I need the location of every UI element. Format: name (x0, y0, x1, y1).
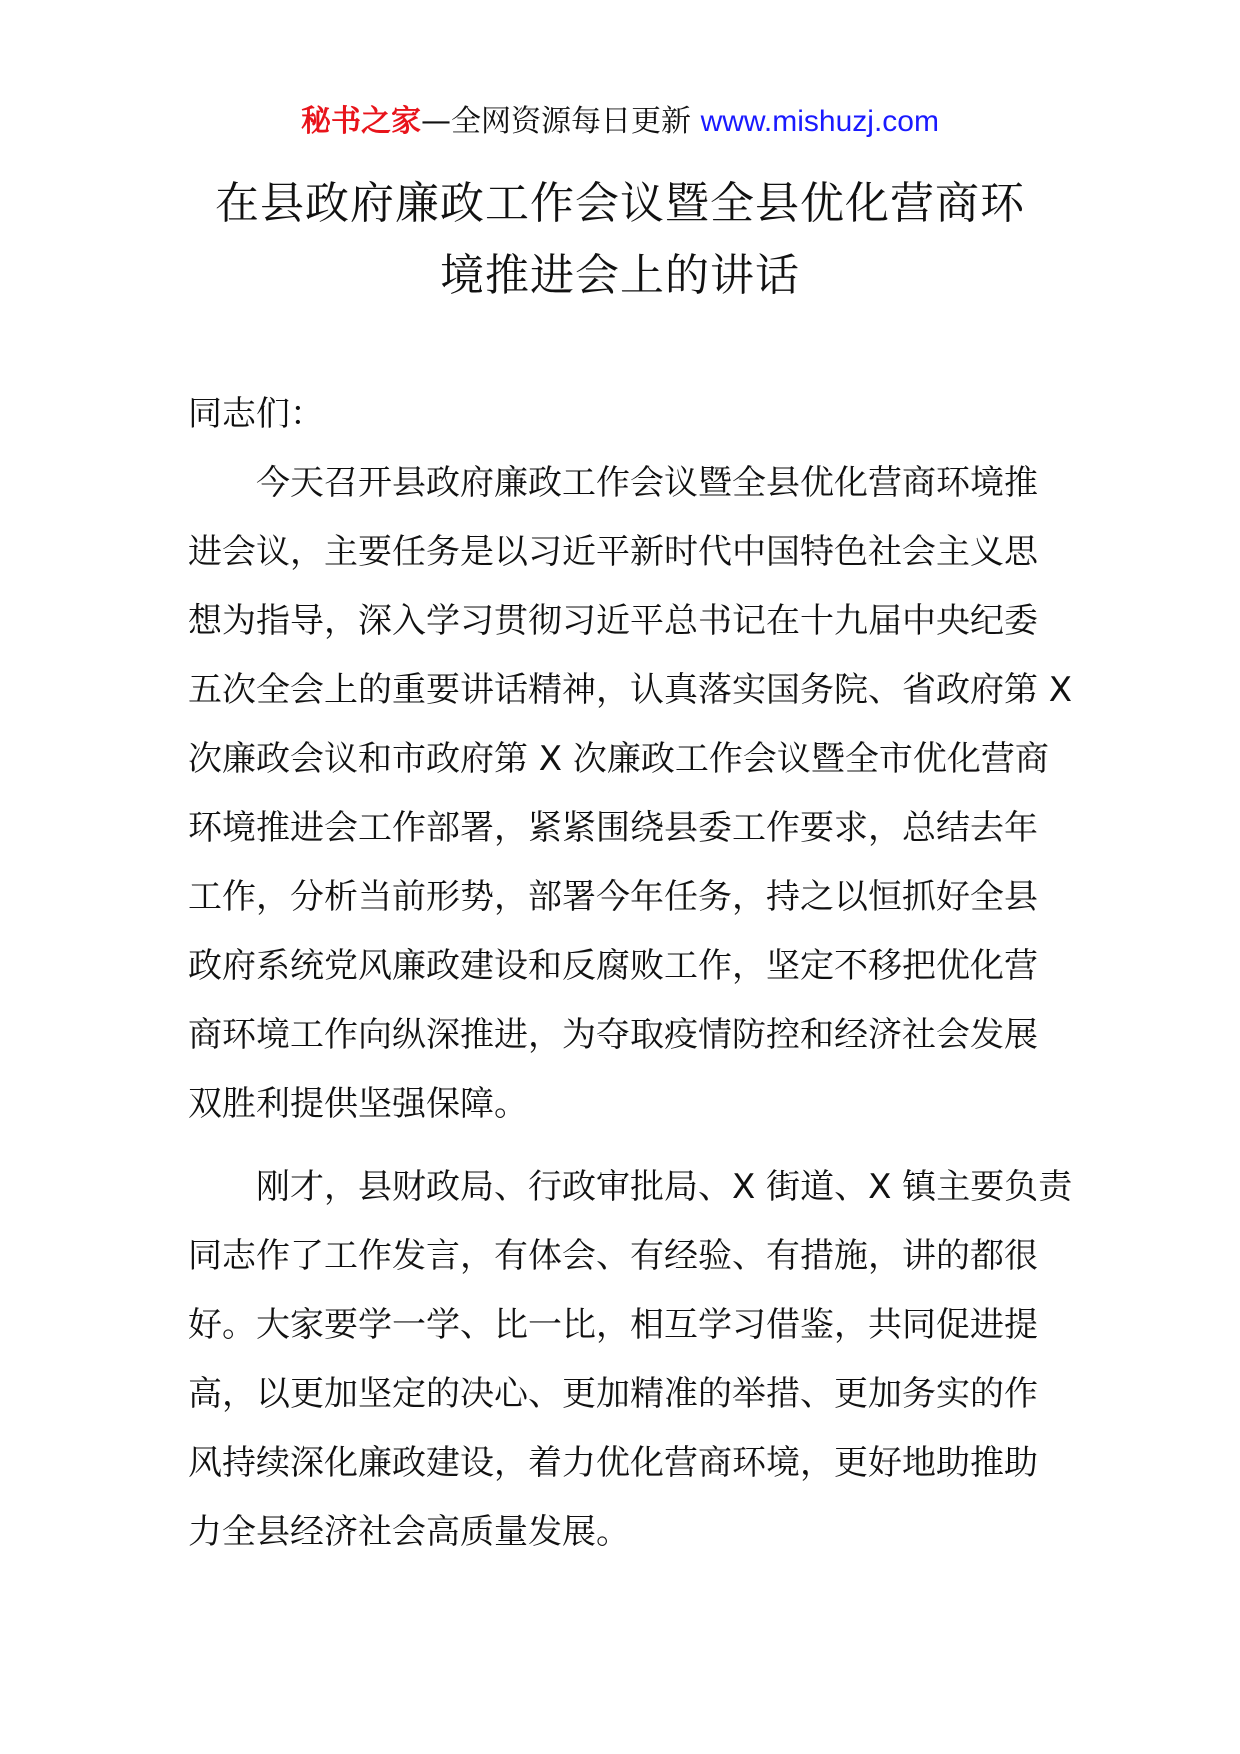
paragraph-line: 想为指导，深入学习贯彻习近平总书记在十九届中央纪委 (188, 601, 1038, 641)
paragraph-line: 风持续深化廉政建设，着力优化营商环境，更好地助推助 (188, 1443, 1038, 1483)
paragraph-line: 环境推进会工作部署，紧紧围绕县委工作要求，总结去年 (188, 808, 1038, 848)
paragraph-line: 进会议，主要任务是以习近平新时代中国特色社会主义思 (188, 532, 1038, 572)
title-line: 在县政府廉政工作会议暨全县优化营商环 (215, 178, 1025, 229)
paragraph-line: 次廉政会议和市政府第 X 次廉政工作会议暨全市优化营商 (188, 739, 1049, 779)
site-header (0, 100, 1240, 144)
paragraph-line: 高，以更加坚定的决心、更加精准的举措、更加务实的作 (188, 1374, 1038, 1414)
paragraph-line: 政府系统党风廉政建设和反腐败工作，坚定不移把优化营 (188, 946, 1038, 986)
paragraph-line: 双胜利提供坚强保障。 (188, 1084, 528, 1124)
paragraph-1 (188, 449, 1073, 1139)
paragraph-line: 同志作了工作发言，有体会、有经验、有措施，讲的都很 (188, 1236, 1038, 1276)
paragraph-line: 力全县经济社会高质量发展。 (188, 1512, 630, 1552)
brand-name: 秘书之家 (301, 104, 422, 139)
paragraph-line: 好。大家要学一学、比一比，相互学习借鉴，共同促进提 (188, 1305, 1038, 1345)
paragraph-line: 工作，分析当前形势，部署今年任务，持之以恒抓好全县 (188, 877, 1038, 917)
salutation: 同志们： (188, 394, 324, 434)
document-title (140, 168, 1100, 312)
paragraph-line: 刚才，县财政局、行政审批局、X 街道、X 镇主要负责 (256, 1167, 1073, 1207)
title-line: 境推进会上的讲话 (440, 250, 800, 301)
document-body (188, 380, 1073, 1581)
paragraph-2 (188, 1153, 1073, 1567)
paragraph-line: 商环境工作向纵深推进，为夺取疫情防控和经济社会发展 (188, 1015, 1038, 1055)
header-tagline: —全网资源每日更新 (421, 104, 692, 139)
site-url-link[interactable]: www.mishuzj.com (700, 105, 939, 138)
paragraph-line: 今天召开县政府廉政工作会议暨全县优化营商环境推 (256, 463, 1038, 503)
paragraph-line: 五次全会上的重要讲话精神，认真落实国务院、省政府第 X (188, 670, 1073, 710)
